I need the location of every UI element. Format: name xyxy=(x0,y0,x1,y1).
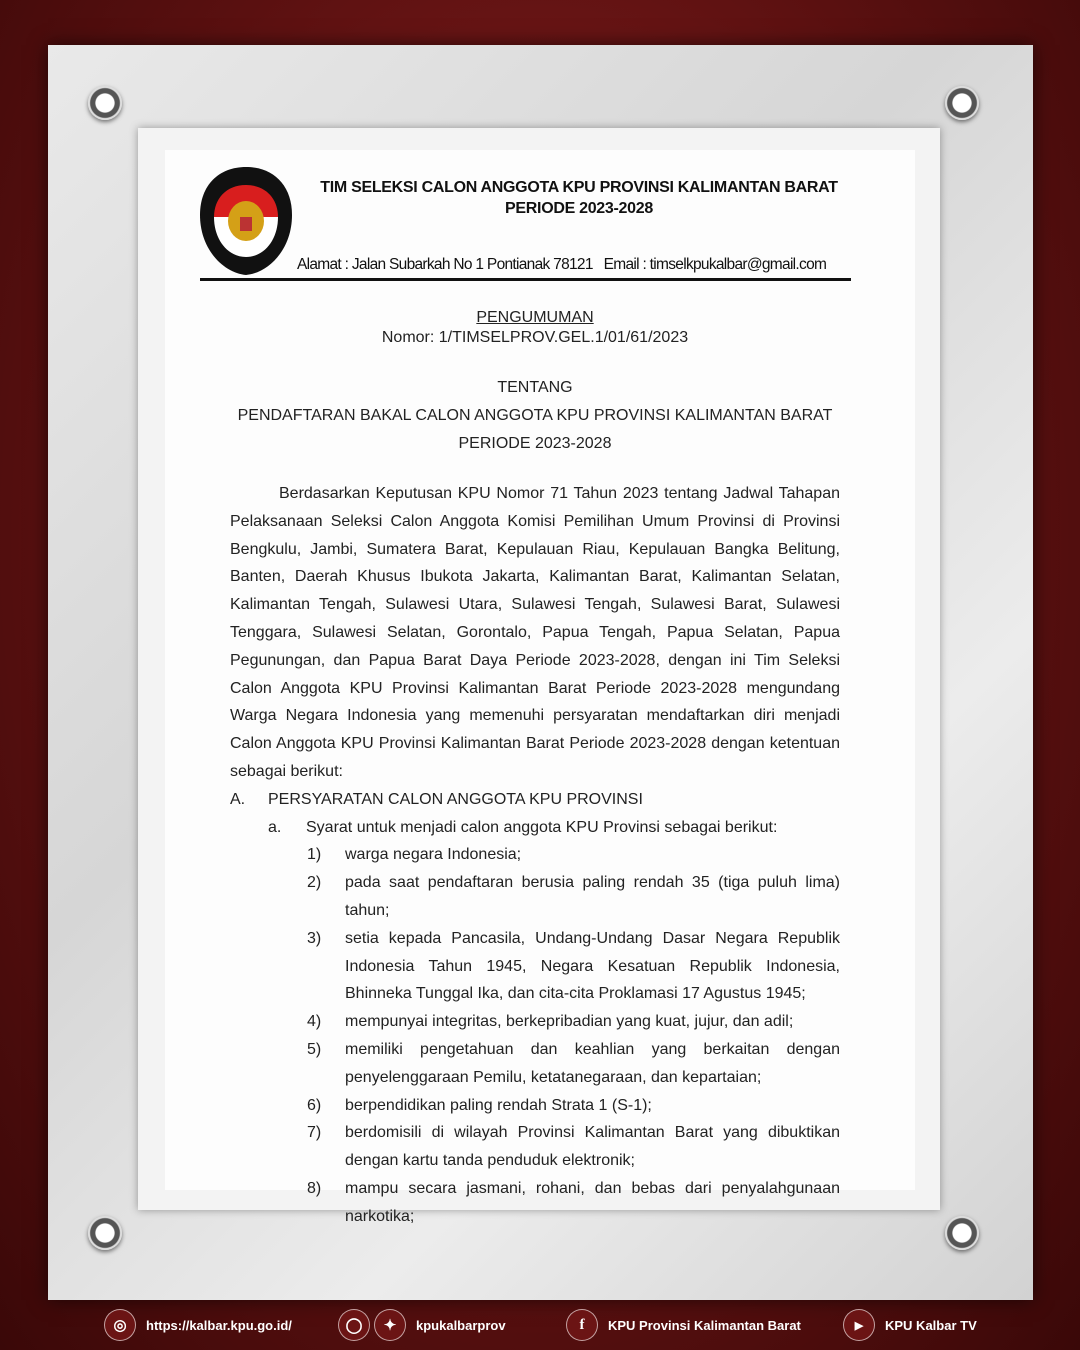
list-item-text: mempunyai integritas, berkepribadian yang kuat, jujur, dan adil; xyxy=(345,1013,794,1031)
section-title: PERSYARATAN CALON ANGGOTA KPU PROVINSI xyxy=(268,790,643,808)
screw-icon xyxy=(88,1216,122,1250)
announcement-subject: PENDAFTARAN BAKAL CALON ANGGOTA KPU PROVINSI KALIMANTAN BARAT xyxy=(237,407,833,424)
youtube-link[interactable]: ▶ KPU Kalbar TV xyxy=(843,1309,977,1341)
list-item-text: berdomisili di wilayah Provinsi Kalimantan Barat yang dibuktikan dengan kartu tanda penduduk elektronik; xyxy=(345,1124,840,1170)
requirements-list xyxy=(307,841,840,1230)
globe-icon: ◎ xyxy=(104,1309,136,1341)
list-item-number: 7) xyxy=(307,1124,322,1142)
announcement-period: PERIODE 2023-2028 xyxy=(458,435,612,452)
website-link[interactable]: ◎ https://kalbar.kpu.go.id/ xyxy=(104,1309,292,1341)
announcement-number: Nomor: 1/TIMSELPROV.GEL.1/01/61/2023 xyxy=(381,329,689,346)
letterhead-divider xyxy=(200,278,851,281)
kpu-logo xyxy=(198,165,294,277)
facebook-icon: f xyxy=(566,1309,598,1341)
list-item-text: setia kepada Pancasila, Undang-Undang Dasar Negara Republik Indonesia Tahun 1945, Negara Kesatuan Republik Indonesia, Bhinneka Tunggal Ika, dan cita-cita Proklamasi 17 Agustus 1945; xyxy=(345,929,840,1003)
list-item-text: memiliki pengetahuan dan keahlian yang berkaitan dengan penyelenggaraan Pemilu, ketatanegaraan, dan kepartaian; xyxy=(345,1040,840,1086)
list-item-number: 5) xyxy=(307,1040,322,1058)
list-item xyxy=(307,869,840,925)
list-item-text: pada saat pendaftaran berusia paling rendah 35 (tiga puluh lima) tahun; xyxy=(345,874,840,919)
body-paragraph: Berdasarkan Keputusan KPU Nomor 71 Tahun 2023 tentang Jadwal Tahapan Pelaksanaan Seleksi Calon Anggota Komisi Pemilihan Umum Provinsi di Provinsi Bengkulu, Jambi, Sumatera Barat, Kepulauan Riau, Kepulauan Bangka Belitung, Banten, Daerah Khusus Ibukota Jakarta, Kalimantan Barat, Kalimantan Selatan, Kalimantan Tengah, Sulawesi Utara, Sulawesi Tengah, Sulawesi Barat, Sulawesi Tenggara, Sulawesi Selatan, Gorontalo, Papua Tengah, Papua Selatan, Papua Pegunungan, dan Papua Barat Daya Periode 2023-2028, dengan ini Tim Seleksi Calon Anggota KPU Provinsi Kalimantan Barat Periode 2023-2028 mengundang Warga Negara Indonesia yang memenuhi persyaratan mendaftarkan diri menjadi Calon Anggota KPU Provinsi Kalimantan Barat Periode 2023-2028 dengan ketentuan sebagai berikut: xyxy=(230,485,840,780)
list-item-number: 2) xyxy=(307,874,322,892)
list-item-text: warga negara Indonesia; xyxy=(345,846,522,864)
subsection-letter: a. xyxy=(268,818,282,836)
list-item-number: 3) xyxy=(307,929,322,947)
subsection-title: Syarat untuk menjadi calon anggota KPU Provinsi sebagai berikut: xyxy=(306,818,778,836)
screw-icon xyxy=(88,86,122,120)
list-item-number: 1) xyxy=(307,846,322,864)
list-item-number: 4) xyxy=(307,1013,322,1031)
list-item-text: berpendidikan paling rendah Strata 1 (S-1); xyxy=(345,1096,652,1114)
subsection-heading xyxy=(268,814,840,842)
list-item-number: 8) xyxy=(307,1179,322,1197)
document-body xyxy=(230,480,840,1231)
section-heading xyxy=(230,786,840,814)
youtube-icon: ▶ xyxy=(843,1309,875,1341)
list-item xyxy=(307,925,840,1008)
announcement-heading xyxy=(200,308,870,458)
list-item xyxy=(307,1036,840,1092)
announcement-about: TENTANG xyxy=(497,379,573,396)
facebook-link[interactable]: f KPU Provinsi Kalimantan Barat xyxy=(566,1309,801,1341)
twitter-icon: ✦ xyxy=(374,1309,406,1341)
letterhead-address: Alamat : Jalan Subarkah No 1 Pontianak 78121 Email : timselkpukalbar@gmail.com xyxy=(297,256,827,273)
social-link[interactable]: ◯ ✦ kpukalbarprov xyxy=(338,1309,506,1341)
section-letter: A. xyxy=(230,790,246,808)
list-item xyxy=(307,841,840,869)
list-item xyxy=(307,1119,840,1175)
list-item xyxy=(307,1008,840,1036)
screw-icon xyxy=(945,86,979,120)
announcement-type: PENGUMUMAN xyxy=(476,309,594,326)
list-item xyxy=(307,1175,840,1231)
footer-bar xyxy=(0,1300,1080,1350)
screw-icon xyxy=(945,1216,979,1250)
list-item-text: mampu secara jasmani, rohani, dan bebas dari penyalahgunaan narkotika; xyxy=(345,1179,840,1225)
instagram-icon: ◯ xyxy=(338,1309,370,1341)
list-item-number: 6) xyxy=(307,1096,322,1114)
list-item xyxy=(307,1092,840,1120)
letterhead-title: TIM SELEKSI CALON ANGGOTA KPU PROVINSI KALIMANTAN BARAT PERIODE 2023-2028 xyxy=(320,179,838,217)
